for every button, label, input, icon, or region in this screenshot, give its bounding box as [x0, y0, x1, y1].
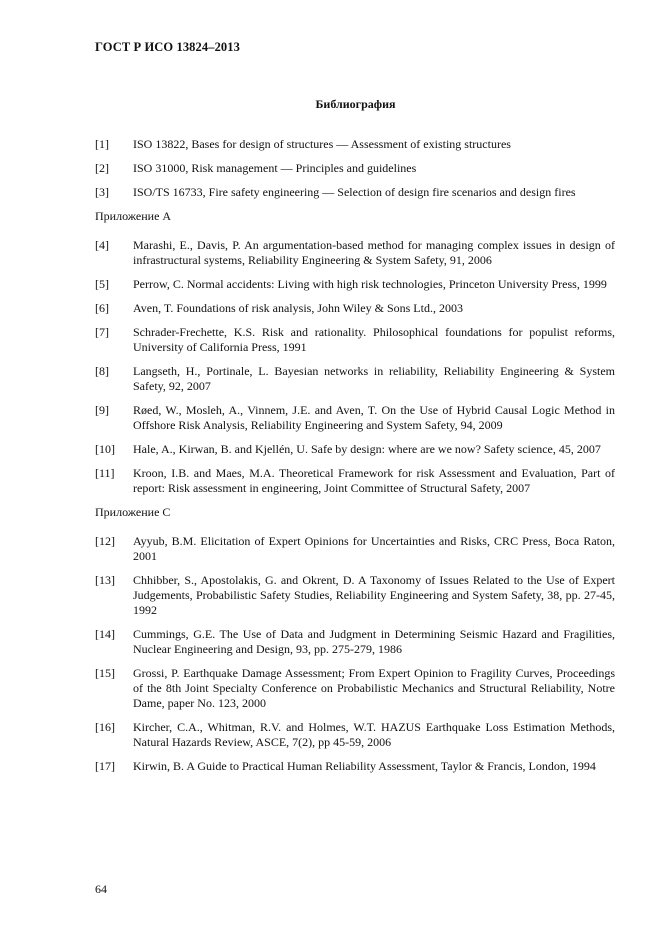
entry-text: Hale, A., Kirwan, B. and Kjellén, U. Safe by design: where are we now? Safety science, 45, 2007	[133, 442, 601, 456]
bibliography-entry	[95, 534, 615, 564]
bibliography-entry	[95, 759, 615, 774]
entry-text: ISO/TS 16733, Fire safety engineering — Selection of design fire scenarios and design fires	[133, 185, 576, 199]
bibliography-entry	[95, 720, 615, 750]
annex-heading: Приложение C	[95, 505, 171, 519]
bibliography-entry	[95, 185, 615, 200]
bibliography-entry	[95, 627, 615, 657]
entry-text: Grossi, P. Earthquake Damage Assessment; From Expert Opinion to Fragility Curves, Proceedings of the 8th Joint Specialty Conference on Probabilistic Mechanics and Structural Reliability, Notre Dame, paper No. 123, 2000	[133, 666, 615, 710]
entry-text: Chhibber, S., Apostolakis, G. and Okrent, D. A Taxonomy of Issues Related to the Use of Expert Judgements, Probabilistic Safety Studies, Reliability Engineering and System Safety, 38, pp. 27-45, 1992	[133, 573, 615, 617]
bibliography-entry	[95, 442, 615, 457]
entry-text: Langseth, H., Portinale, L. Bayesian networks in reliability, Reliability Engineering & System Safety, 92, 2007	[133, 364, 615, 393]
entry-number: [14]	[95, 627, 115, 641]
entry-text: ISO 31000, Risk management — Principles and guidelines	[133, 161, 417, 175]
entry-number: [12]	[95, 534, 115, 548]
entry-text: ISO 13822, Bases for design of structures — Assessment of existing structures	[133, 137, 511, 151]
entry-number: [1]	[95, 137, 109, 151]
document-header: ГОСТ Р ИСО 13824–2013	[95, 40, 240, 54]
entry-number: [17]	[95, 759, 115, 773]
bibliography-entry	[95, 325, 615, 355]
entry-text: Ayyub, B.M. Elicitation of Expert Opinions for Uncertainties and Risks, CRC Press, Boca Raton, 2001	[133, 534, 615, 563]
entry-number: [9]	[95, 403, 109, 417]
entry-number: [11]	[95, 466, 115, 480]
entry-text: Aven, T. Foundations of risk analysis, John Wiley & Sons Ltd., 2003	[133, 301, 463, 315]
annex-heading: Приложение A	[95, 209, 172, 223]
entry-number: [3]	[95, 185, 109, 199]
bibliography-entry	[95, 364, 615, 394]
entry-text: Kirwin, B. A Guide to Practical Human Reliability Assessment, Taylor & Francis, London, 1994	[133, 759, 596, 773]
bibliography-entry	[95, 238, 615, 268]
bibliography-entry	[95, 277, 615, 292]
bibliography-entry	[95, 403, 615, 433]
page-number: 64	[95, 882, 107, 896]
entry-number: [6]	[95, 301, 109, 315]
bibliography-entry	[95, 573, 615, 618]
bibliography-entry	[95, 137, 615, 152]
entry-number: [15]	[95, 666, 115, 680]
entry-text: Marashi, E., Davis, P. An argumentation-based method for managing complex issues in design of infrastructural systems, Reliability Engineering & System Safety, 91, 2006	[133, 238, 615, 267]
bibliography-title: Библиография	[315, 97, 396, 111]
entry-text: Røed, W., Mosleh, A., Vinnem, J.E. and Aven, T. On the Use of Hybrid Causal Logic Method in Offshore Risk Analysis, Reliability Engineering and System Safety, 94, 2009	[133, 403, 615, 432]
bibliography-entry	[95, 666, 615, 711]
entry-text: Kircher, C.A., Whitman, R.V. and Holmes, W.T. HAZUS Earthquake Loss Estimation Methods, Natural Hazards Review, ASCE, 7(2), pp 45-59, 2006	[133, 720, 615, 749]
entry-number: [13]	[95, 573, 115, 587]
entry-number: [16]	[95, 720, 115, 734]
entry-number: [8]	[95, 364, 109, 378]
entry-number: [4]	[95, 238, 109, 252]
entry-text: Cummings, G.E. The Use of Data and Judgment in Determining Seismic Hazard and Fragilities, Nuclear Engineering and Design, 93, pp. 275-279, 1986	[133, 627, 615, 656]
entry-number: [5]	[95, 277, 109, 291]
entry-number: [7]	[95, 325, 109, 339]
bibliography-entry	[95, 161, 615, 176]
entry-text: Kroon, I.B. and Maes, M.A. Theoretical Framework for risk Assessment and Evaluation, Part of report: Risk assessment in engineering, Joint Committee of Structural Safety, 2007	[133, 466, 615, 495]
entry-text: Perrow, C. Normal accidents: Living with high risk technologies, Princeton University Press, 1999	[133, 277, 607, 291]
entry-number: [2]	[95, 161, 109, 175]
bibliography-entry	[95, 301, 615, 316]
bibliography-entry	[95, 466, 615, 496]
bibliography-list	[95, 137, 615, 783]
entry-text: Schrader-Frechette, K.S. Risk and rationality. Philosophical foundations for populist reforms, University of California Press, 1991	[133, 325, 615, 354]
entry-number: [10]	[95, 442, 115, 456]
